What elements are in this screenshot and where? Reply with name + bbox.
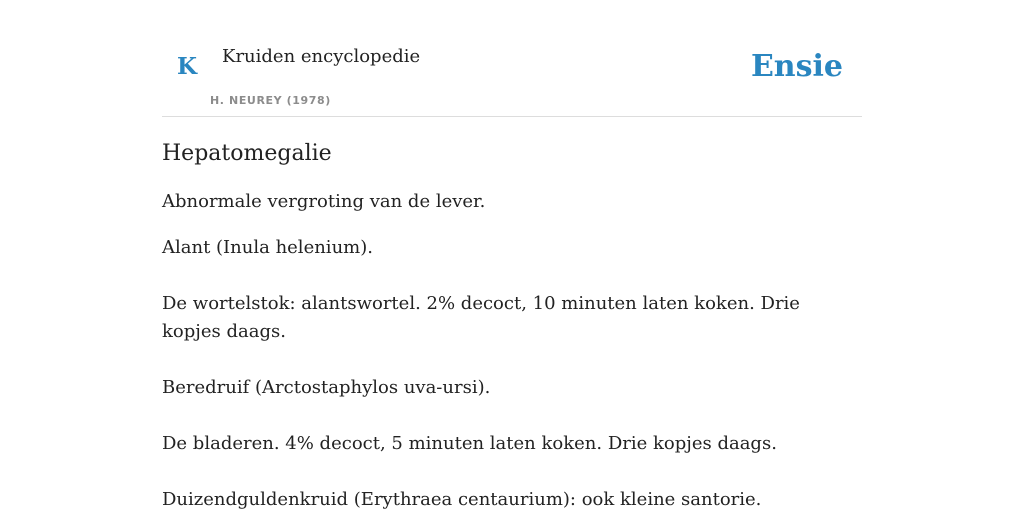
entry-title: Hepatomegalie bbox=[162, 141, 332, 166]
book-author: H. NEUREY (1978) bbox=[210, 94, 331, 107]
ensie-logo[interactable]: Ensie bbox=[750, 49, 843, 84]
entry-paragraph: Alant (Inula helenium). bbox=[162, 237, 373, 258]
entry-content bbox=[162, 138, 822, 512]
entry-paragraph: Beredruif (Arctostaphylos uva-ursi). bbox=[162, 377, 491, 398]
page-header bbox=[162, 0, 862, 117]
book-logo-k[interactable]: K bbox=[177, 53, 197, 80]
entry-paragraph: De bladeren. 4% decoct, 5 minuten laten koken. Drie kopjes daags. bbox=[162, 433, 777, 454]
entry-definition: Abnormale vergroting van de lever. bbox=[162, 191, 486, 212]
book-title-link[interactable]: Kruiden encyclopedie bbox=[222, 46, 421, 67]
entry-paragraph: Duizendguldenkruid (Erythraea centaurium): ook kleine santorie. bbox=[162, 489, 762, 510]
entry-paragraph: De wortelstok: alantswortel. 2% decoct, 10 minuten laten koken. Drie kopjes daags. bbox=[162, 293, 800, 342]
